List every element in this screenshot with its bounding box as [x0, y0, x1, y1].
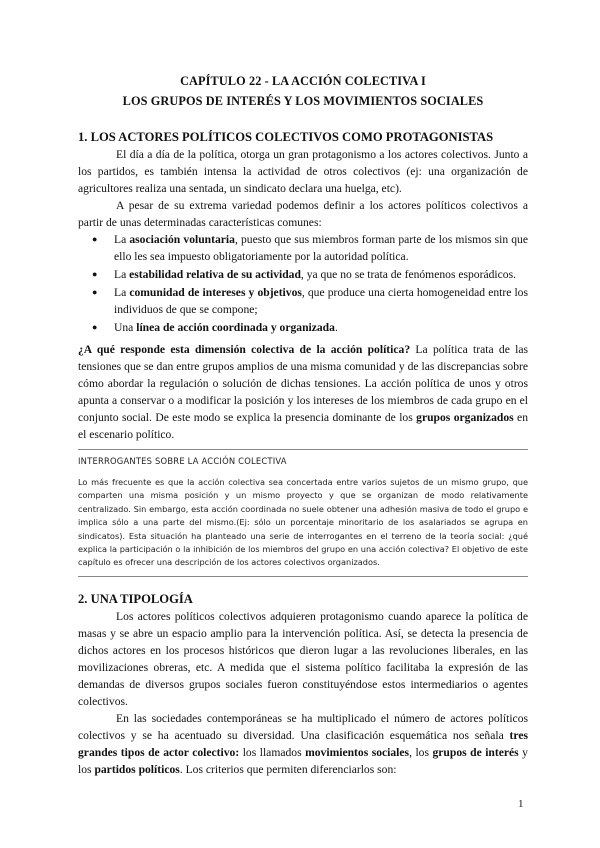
bullet-icon: ●	[92, 234, 98, 244]
section1-para1: El día a día de la política, otorga un gran protagonismo a los actores colectivos. Junto a los partidos, es también intensa la actividad de otros colectivos (ej: una organización de agricultores realiza una sentada, un sindicato declara una huelga, etc).	[78, 148, 528, 195]
section1-heading: 1. LOS ACTORES POLÍTICOS COLECTIVOS COMO PROTAGONISTAS	[78, 130, 494, 144]
list-item: ● La asociación voluntaria, puesto que sus miembros forman parte de los mismos sin que ello les sea impuesto obligatoriamente por la autoridad política.	[92, 233, 529, 263]
bullet-icon: ●	[92, 287, 98, 297]
question-paragraph: ¿A qué responde esta dimensión colectiva de la acción política? La política trata de las tensiones que se dan entre grupos amplios de una misma comunidad y de las discrepancias sobre cómo abordar la regulación o solución de dichas tensiones. La acción política de unos y otros apunta a conservar o a modificar la posición y los intereses de los miembros de cada grupo en el conjunto social. De este modo se explica la presencia dominante de los grupos organizados en el escenario político.	[78, 343, 529, 441]
box-top-divider	[78, 449, 528, 450]
list-item: ● Una línea de acción coordinada y organizada.	[92, 321, 338, 334]
section1-para2: A pesar de su extrema variedad podemos definir a los actores políticos colectivos a partir de unas determinadas características comunes:	[78, 199, 528, 229]
list-item: ● La comunidad de intereses y objetivos, que produce una cierta homogeneidad entre los individuos de que se compone;	[92, 286, 528, 316]
list-item: ● La estabilidad relativa de su actividad, ya que no se trata de fenómenos esporádicos.	[92, 268, 516, 281]
bullet-icon: ●	[92, 322, 98, 332]
bullet-icon: ●	[92, 269, 98, 279]
chapter-subtitle: LOS GRUPOS DE INTERÉS Y LOS MOVIMIENTOS SOCIALES	[122, 94, 484, 108]
section2-para1: Los actores políticos colectivos adquieren protagonismo cuando aparece la política de masas y se abre un espacio amplio para la intervención política. Así, se detecta la presencia de dichos actores en los procesos históricos que dieron lugar a las revoluciones liberales, en las movilizaciones obreras, etc. A medida que el sistema político facilitaba la expresión de las demandas de diversos grupos sociales fueron constituyéndose estos intermediarios o agentes colectivos.	[78, 609, 528, 708]
box-bottom-divider	[78, 576, 528, 577]
box-text: Lo más frecuente es que la acción colectiva sea concertada entre varios sujetos de un mismo grupo, que comparten una misma posición y un mismo proyecto y que se organizan de modo relativamente centralizado. Sin embargo, esta acción coordinada no suele obtener una adhesión masiva de todo el grupo e implica sólo a una parte del mismo.(Ej: sólo un porcentaje minoritario de los asalariados se agrupa en sindicatos). Esta situación ha planteado una serie de interrogantes en el terreno de la teoría social: ¿qué explica la participación o la inhibición de los miembros del grupo en una acción colectiva? El objetivo de este capítulo es ofrecer una descripción de los actores colectivos organizados.	[78, 477, 528, 568]
section2-para2: En las sociedades contemporáneas se ha multiplicado el número de actores políticos colectivos y se ha acentuado su diversidad. Una clasificación esquemática nos señala tres grandes tipos de actor colectivo: los llamados movimientos sociales, los grupos de interés y los partidos políticos. Los criterios que permiten diferenciarlos son:	[78, 711, 528, 776]
chapter-title: CAPÍTULO 22 - LA ACCIÓN COLECTIVA I	[180, 74, 426, 88]
section2-heading: 2. UNA TIPOLOGÍA	[78, 591, 193, 606]
page-number: 1	[518, 798, 524, 810]
box-title: INTERROGANTES SOBRE LA ACCIÓN COLECTIVA	[78, 456, 287, 466]
document-page	[78, 72, 528, 778]
characteristics-list	[78, 231, 528, 336]
